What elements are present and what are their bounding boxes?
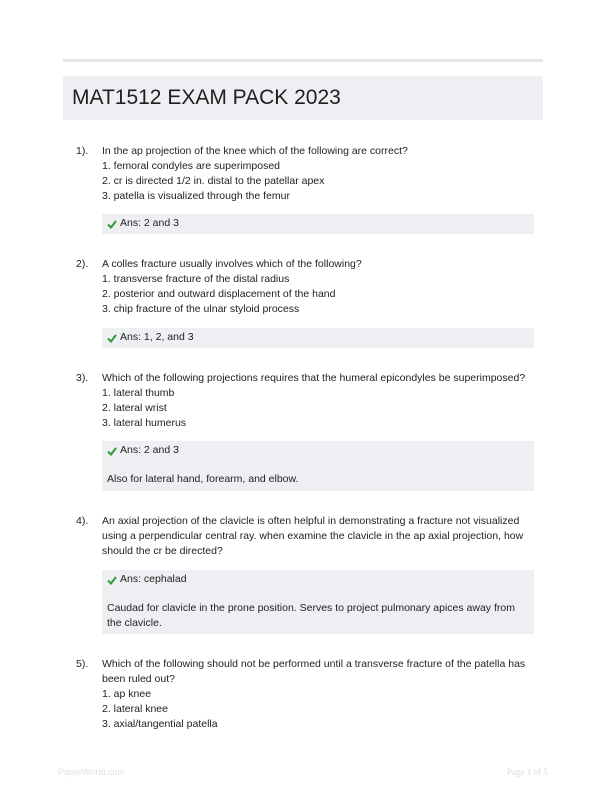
option-line: 3. axial/tangential patella — [102, 718, 218, 730]
question-text — [102, 514, 538, 559]
option-line: 2. posterior and outward displacement of the hand — [102, 288, 336, 300]
answer-note: Caudad for clavicle in the prone position. Serves to project pulmonary apices away from the clavicle. — [107, 602, 515, 629]
question-line: An axial projection of the clavicle is often helpful in demonstrating a fracture not visualized using a perpendicular central ray. when examine the clavicle in the ap axial projection, how should the cr be directed? — [102, 515, 524, 557]
check-icon — [107, 575, 117, 585]
option-line: 2. lateral knee — [102, 703, 168, 715]
option-line: 1. transverse fracture of the distal radius — [102, 273, 290, 285]
answer-text: Ans: 2 and 3 — [120, 217, 179, 229]
answer-text: Ans: cephalad — [120, 573, 187, 585]
check-icon — [107, 333, 117, 343]
check-icon — [107, 446, 117, 456]
answer-box-2 — [102, 328, 534, 348]
question-number: 5). — [76, 658, 89, 670]
question-text — [102, 144, 542, 204]
option-line: 3. lateral humerus — [102, 417, 187, 429]
question-line: In the ap projection of the knee which of the following are correct? — [102, 145, 408, 157]
option-line: 1. femoral condyles are superimposed — [102, 160, 281, 172]
page-number: Page 1 of 5 — [507, 767, 548, 777]
question-number: 1). — [76, 145, 89, 157]
option-line: 1. ap knee — [102, 688, 152, 700]
option-line: 2. lateral wrist — [102, 402, 167, 414]
answer-box-3 — [102, 441, 534, 491]
option-line: 3. patella is visualized through the femur — [102, 190, 290, 202]
footer-watermark: PaperWorld.com — [58, 767, 125, 777]
option-line: 2. cr is directed 1/2 in. distal to the patellar apex — [102, 175, 325, 187]
page-title: MAT1512 EXAM PACK 2023 — [72, 86, 341, 109]
question-line: Which of the following should not be performed until a transverse fracture of the patella has been ruled out? — [102, 658, 526, 685]
option-line: 3. chip fracture of the ulnar styloid process — [102, 303, 300, 315]
answer-text: Ans: 1, 2, and 3 — [120, 331, 194, 343]
question-text — [102, 257, 542, 317]
answer-box-1 — [102, 214, 534, 234]
check-icon — [107, 219, 117, 229]
question-text — [102, 371, 542, 431]
question-line: A colles fracture usually involves which of the following? — [102, 258, 362, 270]
question-number: 4). — [76, 515, 89, 527]
question-number: 2). — [76, 258, 89, 270]
question-line: Which of the following projections requires that the humeral epicondyles be superimposed? — [102, 372, 526, 384]
answer-note: Also for lateral hand, forearm, and elbow. — [107, 473, 299, 485]
question-number: 3). — [76, 372, 89, 384]
title-banner — [63, 76, 543, 120]
option-line: 1. lateral thumb — [102, 387, 175, 399]
answer-box-4 — [102, 570, 534, 634]
top-divider — [63, 59, 543, 62]
answer-text: Ans: 2 and 3 — [120, 444, 179, 456]
question-text — [102, 657, 542, 732]
